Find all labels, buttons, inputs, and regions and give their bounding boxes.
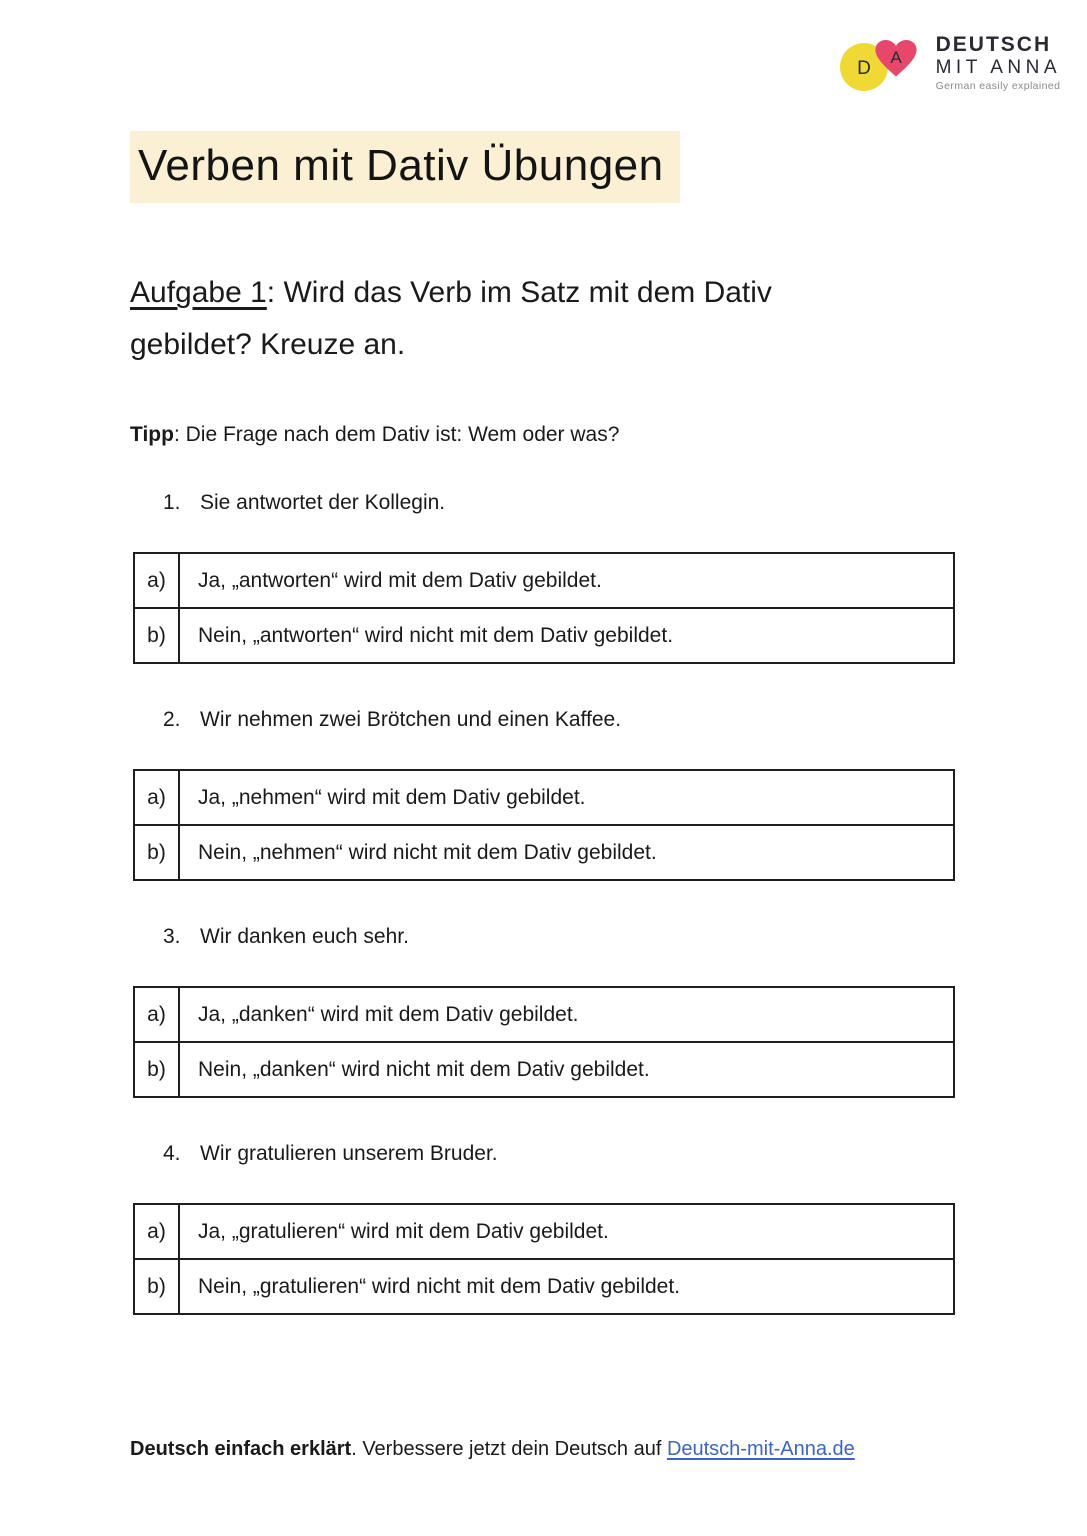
exercise-block [0, 708, 1087, 881]
footer-text: . Verbessere jetzt dein Deutsch auf [351, 1438, 667, 1460]
footer-bold: Deutsch einfach erklärt [130, 1438, 352, 1460]
footer-link[interactable]: Deutsch-mit-Anna.de [666, 1438, 855, 1460]
exercise-number: 2. [163, 708, 181, 732]
exercise-sentence-row [163, 491, 1087, 515]
exercise-sentence-row [163, 925, 1087, 949]
brand-logo [836, 30, 1061, 96]
task-label: Aufgabe 1 [130, 276, 267, 310]
tip-text: : Die Frage nach dem Dativ ist: Wem oder was? [173, 423, 620, 447]
page-title: Verben mit Dativ Übungen [130, 131, 680, 203]
option-key[interactable]: a) [134, 987, 179, 1042]
exercise-block [0, 925, 1087, 1098]
exercise-sentence: Sie antwortet der Kollegin. [200, 491, 446, 515]
option-key[interactable]: b) [134, 825, 179, 880]
option-text[interactable]: Ja, „nehmen“ wird mit dem Dativ gebildet. [179, 770, 954, 825]
option-key[interactable]: b) [134, 608, 179, 663]
exercise-sentence: Wir gratulieren unserem Bruder. [200, 1142, 498, 1166]
logo-letter-d: D [856, 58, 871, 79]
exercise-number: 4. [163, 1142, 181, 1166]
option-text[interactable]: Ja, „gratulieren“ wird mit dem Dativ gebildet. [179, 1204, 954, 1259]
task-heading [130, 267, 850, 371]
logo-tagline: German easily explained [935, 80, 1061, 93]
option-text[interactable]: Ja, „antworten“ wird mit dem Dativ gebildet. [179, 553, 954, 608]
option-text[interactable]: Nein, „antworten“ wird nicht mit dem Dativ gebildet. [179, 608, 954, 663]
tip-line [130, 423, 1087, 447]
option-row[interactable] [134, 825, 954, 880]
exercise-sentence-row [163, 1142, 1087, 1166]
option-row[interactable] [134, 1042, 954, 1097]
option-row[interactable] [134, 608, 954, 663]
option-row[interactable] [134, 1259, 954, 1314]
options-table [133, 1203, 955, 1315]
exercise-number: 3. [163, 925, 181, 949]
exercise-sentence: Wir nehmen zwei Brötchen und einen Kaffee. [200, 708, 622, 732]
option-text[interactable]: Nein, „nehmen“ wird nicht mit dem Dativ gebildet. [179, 825, 954, 880]
option-text[interactable]: Nein, „gratulieren“ wird nicht mit dem Dativ gebildet. [179, 1259, 954, 1314]
exercise-sentence: Wir danken euch sehr. [200, 925, 409, 949]
task-instruction: : Wird das Verb im Satz mit dem Dativ gebildet? Kreuze an. [130, 276, 772, 362]
exercise-sentence-row [163, 708, 1087, 732]
footer [130, 1438, 855, 1461]
tip-label: Tipp [130, 423, 174, 447]
options-table [133, 552, 955, 664]
exercise-block [0, 1142, 1087, 1315]
exercise-list [0, 491, 1087, 1315]
option-row[interactable] [134, 987, 954, 1042]
option-key[interactable]: a) [134, 553, 179, 608]
option-key[interactable]: b) [134, 1042, 179, 1097]
option-key[interactable]: a) [134, 770, 179, 825]
option-key[interactable]: b) [134, 1259, 179, 1314]
options-table [133, 769, 955, 881]
options-table [133, 986, 955, 1098]
option-row[interactable] [134, 1204, 954, 1259]
option-row[interactable] [134, 553, 954, 608]
option-text[interactable]: Nein, „danken“ wird nicht mit dem Dativ gebildet. [179, 1042, 954, 1097]
deutsch-mit-anna-logo-icon [836, 30, 928, 96]
title-row [130, 131, 1087, 203]
exercise-block [0, 491, 1087, 664]
logo-wordmark [936, 33, 1061, 93]
exercise-number: 1. [163, 491, 181, 515]
logo-title: DEUTSCH [935, 33, 1052, 57]
option-row[interactable] [134, 770, 954, 825]
logo-subtitle: MIT ANNA [935, 56, 1061, 78]
logo-letter-a: A [889, 48, 902, 67]
option-text[interactable]: Ja, „danken“ wird mit dem Dativ gebildet. [179, 987, 954, 1042]
option-key[interactable]: a) [134, 1204, 179, 1259]
